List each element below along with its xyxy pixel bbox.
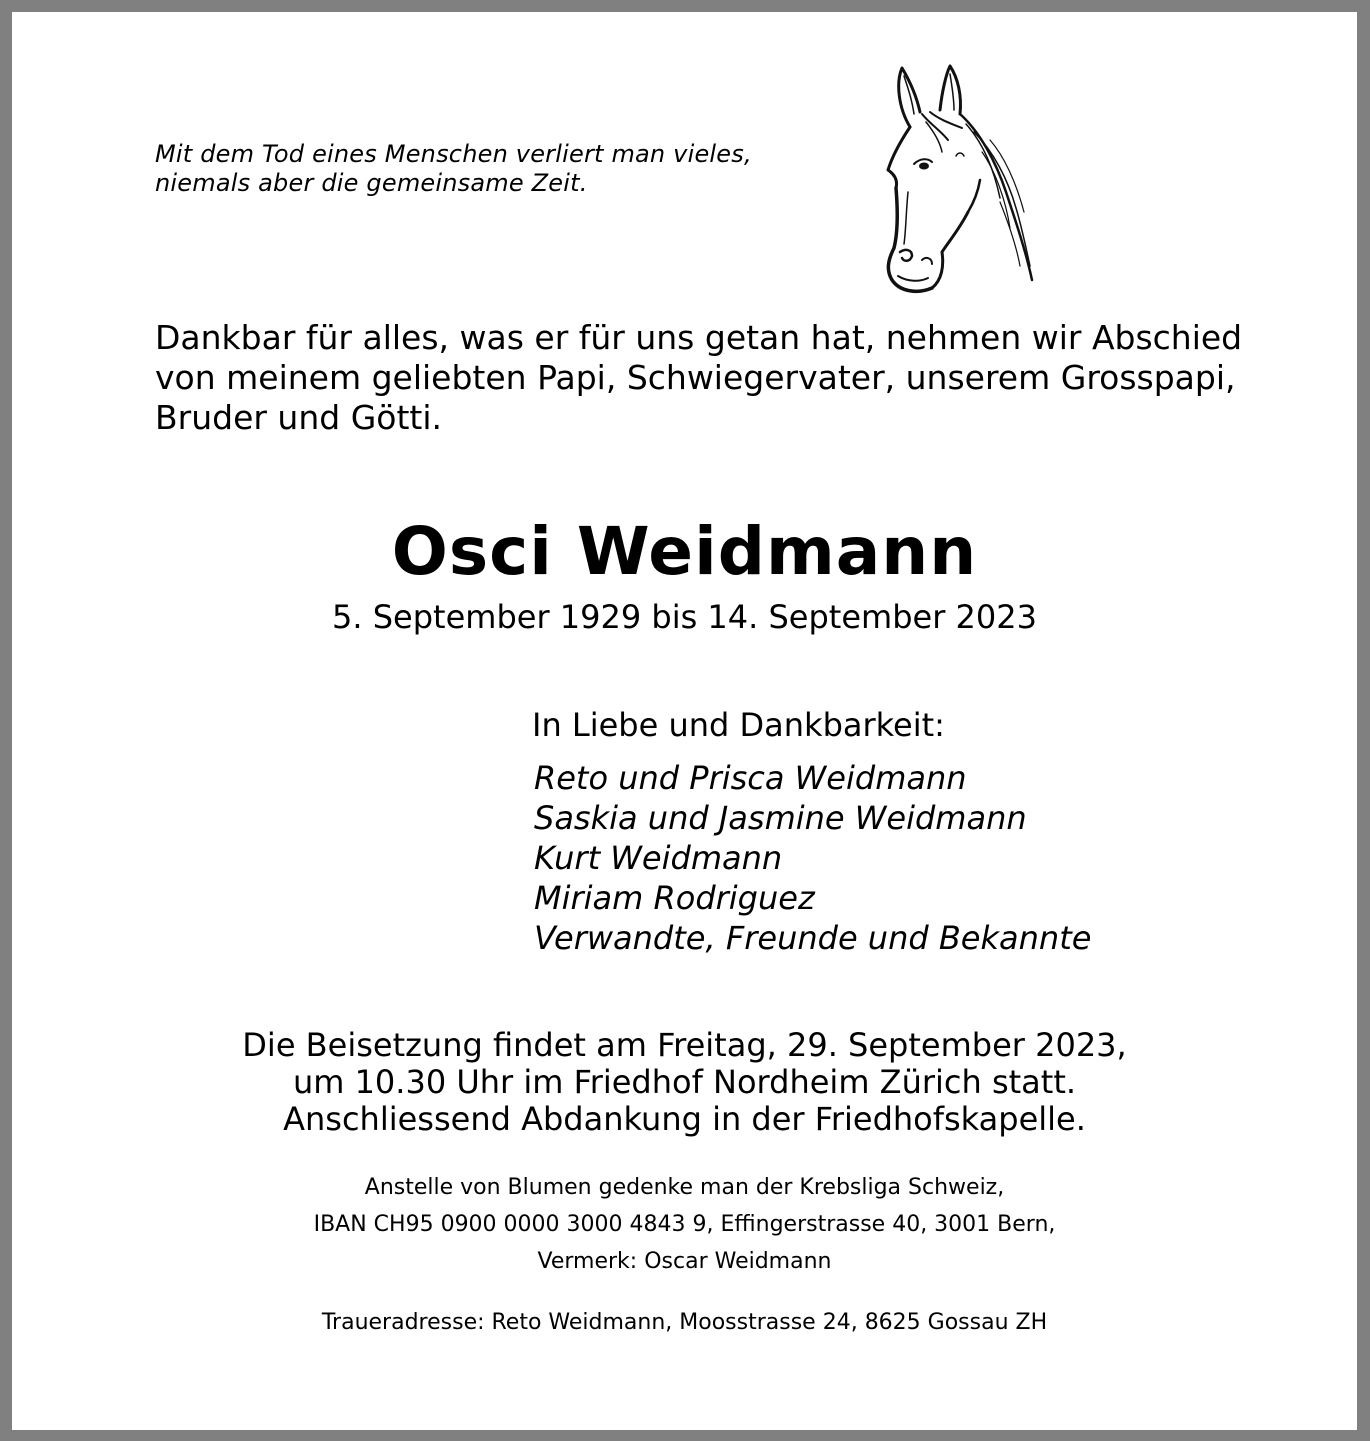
mourner-name: Saskia und Jasmine Weidmann xyxy=(534,799,1027,837)
ceremony-line: um 10.30 Uhr im Friedhof Nordheim Zürich statt. xyxy=(292,1063,1077,1101)
life-dates: 5. September 1929 bis 14. September 2023 xyxy=(332,598,1037,636)
intro-text xyxy=(155,318,1242,438)
mourner-name: Kurt Weidmann xyxy=(534,839,783,877)
donation-line: IBAN CH95 0900 0000 3000 4843 9, Effingerstrasse 40, 3001 Bern, xyxy=(313,1212,1056,1237)
motto-line: niemals aber die gemeinsame Zeit. xyxy=(155,169,588,197)
motto-line: Mit dem Tod eines Menschen verliert man vieles, xyxy=(155,140,752,168)
deceased-name: Osci Weidmann xyxy=(391,513,978,590)
ceremony-line: Die Beisetzung findet am Freitag, 29. September 2023, xyxy=(242,1026,1127,1064)
obituary-page xyxy=(12,12,1357,1430)
donation-line: Vermerk: Oscar Weidmann xyxy=(537,1249,832,1274)
ceremony-info xyxy=(12,1027,1357,1138)
horse-head-icon xyxy=(870,52,1035,302)
mourner-name: Miriam Rodriguez xyxy=(534,879,815,917)
mourner-name: Verwandte, Freunde und Bekannte xyxy=(534,919,1092,957)
donation-line: Anstelle von Blumen gedenke man der Krebsliga Schweiz, xyxy=(364,1175,1005,1200)
mourners-list xyxy=(534,758,1091,958)
intro-line: Bruder und Götti. xyxy=(155,398,442,437)
ceremony-line: Anschliessend Abdankung in der Friedhofskapelle. xyxy=(283,1100,1086,1138)
intro-line: Dankbar für alles, was er für uns getan hat, nehmen wir Abschied xyxy=(155,318,1243,357)
mourning-address: Traueradresse: Reto Weidmann, Moosstrasse 24, 8625 Gossau ZH xyxy=(321,1310,1048,1335)
mourners-heading: In Liebe und Dankbarkeit: xyxy=(532,706,945,744)
motto-quote xyxy=(155,140,752,198)
intro-line: von meinem geliebten Papi, Schwiegervater, unserem Grosspapi, xyxy=(155,358,1236,397)
mourner-name: Reto und Prisca Weidmann xyxy=(534,759,967,797)
donation-info xyxy=(12,1169,1357,1280)
